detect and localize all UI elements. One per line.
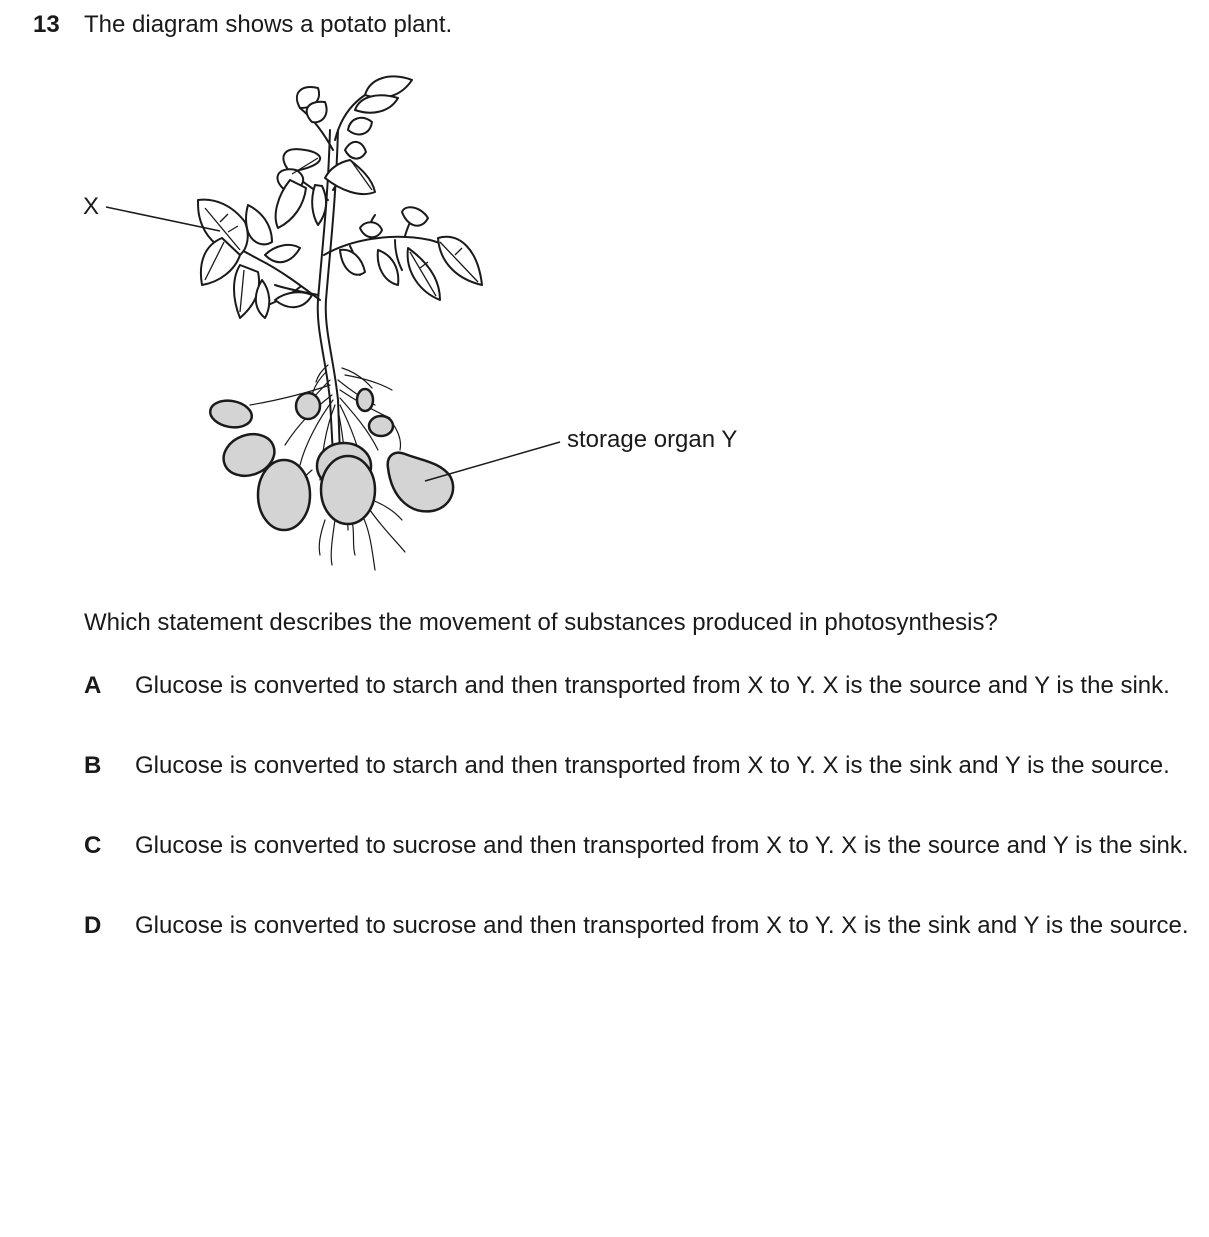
- option-text: Glucose is converted to sucrose and then transported from X to Y. X is the sink and Y is the source.: [135, 912, 1189, 939]
- tuber: [296, 393, 320, 419]
- option-letter: C: [84, 832, 102, 859]
- option-text: Glucose is converted to starch and then transported from X to Y. X is the source and Y is the sink.: [135, 672, 1170, 699]
- tuber: [321, 456, 375, 524]
- tuber: [369, 416, 393, 436]
- option-letter: B: [84, 752, 102, 779]
- question-number: 13: [33, 11, 60, 38]
- option-letter: D: [84, 912, 102, 939]
- label-storage-organ-y: storage organ Y: [567, 426, 738, 453]
- leaves: [198, 76, 482, 318]
- tuber-y: [388, 453, 453, 512]
- potato-plant-diagram: [70, 60, 770, 580]
- option-text: Glucose is converted to sucrose and then transported from X to Y. X is the source and Y is the sink.: [135, 832, 1189, 859]
- question-prompt: Which statement describes the movement of substances produced in photosynthesis?: [84, 609, 998, 636]
- label-x: X: [83, 193, 100, 220]
- tuber: [258, 460, 310, 530]
- tuber: [208, 398, 254, 431]
- tuber: [357, 389, 373, 411]
- option-text: Glucose is converted to starch and then transported from X to Y. X is the sink and Y is the source.: [135, 752, 1170, 779]
- option-letter: A: [84, 672, 102, 699]
- question-intro: The diagram shows a potato plant.: [84, 11, 453, 38]
- label-y-leader: [425, 442, 560, 481]
